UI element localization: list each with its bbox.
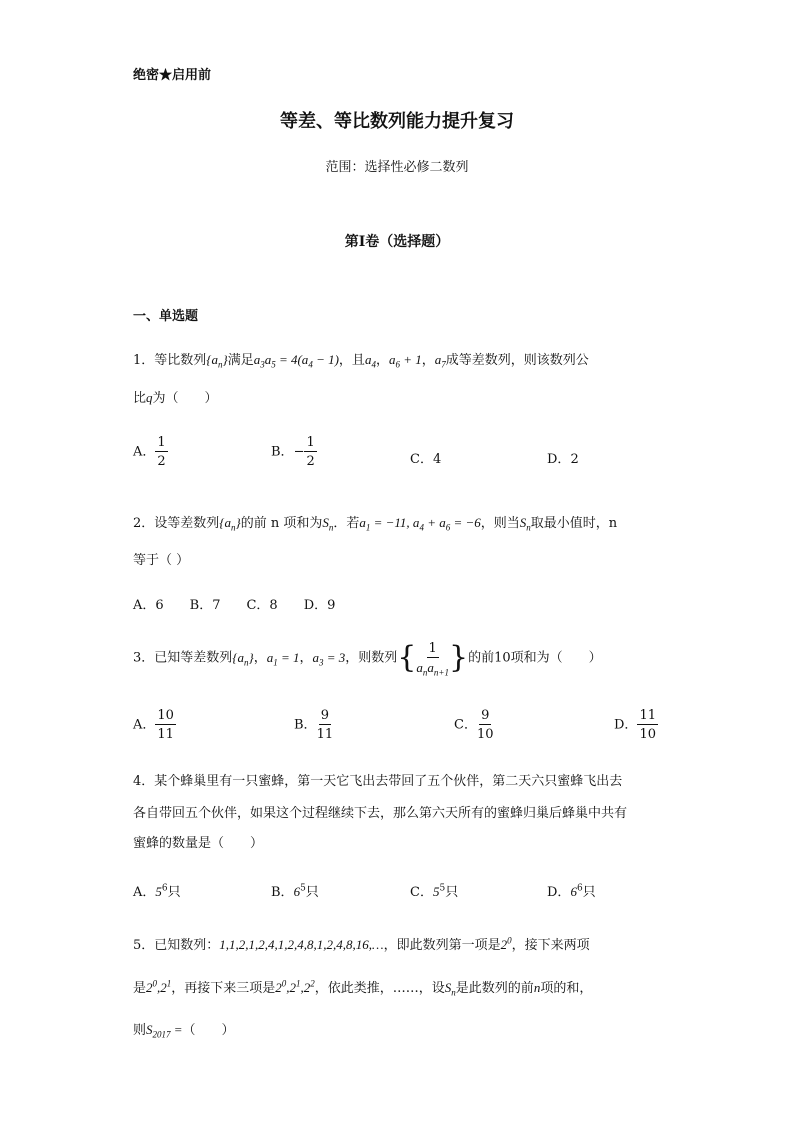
question-1-line-2: 比q为（ ） xyxy=(133,390,218,406)
q4-option-c[interactable]: C．$5^5$只 xyxy=(410,883,459,900)
q3-option-a[interactable]: A． $\frac{10}{11}$ xyxy=(133,708,174,742)
question-5-line-2: 是$2^0,2^1$，再接下来三项是$2^0,2^1,2^2$，依此类推，……，设$S_n$是此数列的前n项的和， xyxy=(133,978,593,998)
question-2-line-1: 2．设等差数列$\{a_n\}$的前 n 项和为$S_n$．若$a_1 = -11$, $a_4 + a_6 = -6$，则当$S_n$取最小值时，n xyxy=(133,515,618,533)
question-1-line-1: 1．等比数列$\{a_n\}$满足$a_3a_5 = 4(a_4 - 1)$，且$a_4$，$a_6 + 1$，$a_7$成等差数列，则该数列公 xyxy=(133,352,589,370)
q1-option-c[interactable]: C．4 xyxy=(410,452,442,467)
question-5-line-1: 5．已知数列：1,1,2,1,2,4,1,2,4,8,1,2,4,8,16,…，即此数列第一项是$2^0$，接下来两项 xyxy=(133,935,590,953)
volume-heading: 第I卷（选择题） xyxy=(344,234,450,250)
section-heading: 一、单选题 xyxy=(133,309,199,324)
q1-option-d[interactable]: D．2 xyxy=(547,452,579,467)
secret-label: 绝密★启用前 xyxy=(133,68,212,83)
q3-option-c[interactable]: C． $\frac{9}{10}$ xyxy=(454,708,494,742)
q1-option-b[interactable]: B．− $\frac{1}{2}$ xyxy=(271,435,315,469)
question-2-line-2: 等于（ ） xyxy=(133,553,190,568)
q4-option-b[interactable]: B．$6^5$只 xyxy=(271,883,319,900)
question-4-line-1: 4．某个蜂巢里有一只蜜蜂，第一天它飞出去带回了五个伙伴，第二天六只蜜蜂飞出去 xyxy=(133,774,623,789)
q3-option-b[interactable]: B． $\frac{9}{11}$ xyxy=(294,708,334,742)
question-4-line-2: 各自带回五个伙伴，如果这个过程继续下去，那么第六天所有的蜜蜂归巢后蜂巢中共有 xyxy=(133,806,628,821)
page-title: 等差、等比数列能力提升复习 xyxy=(280,111,514,132)
q4-option-a[interactable]: A．$5^6$只 xyxy=(133,883,181,900)
question-3-line-1: 3．已知等差数列$\{a_n\}$，$a_1 = 1$，$a_3 = 3$，则数列{ $\frac{1}{a_na_{n+1}}$ }的前10项和为（ ） xyxy=(133,640,602,678)
question-4-line-3: 蜜蜂的数量是（ ） xyxy=(133,836,264,851)
q3-option-d[interactable]: D． $\frac{11}{10}$ xyxy=(614,708,656,742)
q2-options[interactable]: A．6 B．7 C．8 D．9 xyxy=(133,598,336,613)
q4-option-d[interactable]: D．$6^6$只 xyxy=(547,883,596,900)
scope-line: 范围：选择性必修二数列 xyxy=(325,160,469,175)
question-5-line-3: 则$S_{2017}$ =（ ） xyxy=(133,1022,235,1040)
q1-option-a[interactable]: A． $\frac{1}{2}$ xyxy=(133,435,166,469)
